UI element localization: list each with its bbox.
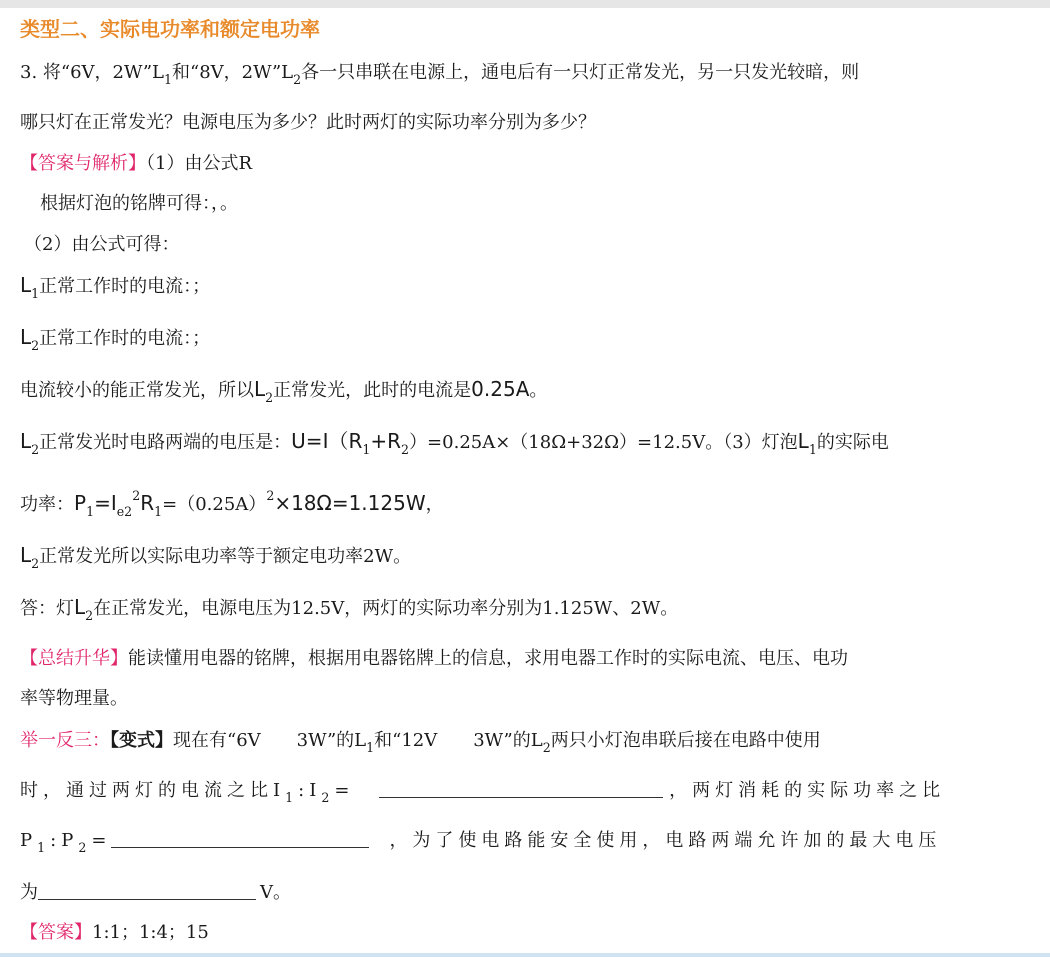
answer-tag: 【答案】 — [20, 922, 92, 943]
lamp-label: L — [20, 543, 32, 567]
power-line — [20, 490, 444, 518]
formula: = — [334, 780, 355, 801]
subscript: 2 — [542, 740, 551, 755]
line-text: 正常工作时的电流：； — [39, 328, 211, 349]
line-text: 为 — [20, 882, 38, 903]
l1-current-line — [20, 272, 210, 300]
line-text: 时，通过两灯的电流之比 — [20, 780, 273, 801]
formula: R — [140, 491, 155, 515]
line-text: 在正常发光，电源电压为12.5V，两灯的实际功率分别为1.125W、2W。 — [93, 598, 679, 619]
answer-tag: 【答案与解析】 — [20, 153, 146, 174]
variant-answer-line — [20, 920, 209, 946]
formula: P — [20, 830, 38, 851]
max-voltage-blank[interactable] — [38, 881, 256, 900]
formula: P — [74, 491, 87, 515]
voltage-line — [20, 428, 889, 456]
line-text: 。 — [529, 380, 548, 401]
subscript: 1 — [37, 840, 51, 855]
formula: =I — [94, 491, 117, 515]
summary-text: 能读懂用电器的铭牌，根据用电器铭牌上的信息，求用电器工作时的实际电流、电压、电功 — [128, 648, 848, 669]
step-text: （1）由公式R — [146, 153, 253, 174]
lamp-label: L — [20, 429, 32, 453]
subscript: e2 — [116, 504, 133, 519]
superscript: 2 — [132, 488, 141, 503]
line-text: V。 — [260, 882, 291, 903]
lamp-label: L — [254, 377, 266, 401]
l2-current-line — [20, 324, 210, 352]
line-text: =（0.25A） — [162, 494, 267, 515]
lamp-label: L — [74, 595, 86, 619]
power-ratio-blank[interactable] — [111, 829, 369, 848]
formula: +R — [370, 429, 402, 453]
problem-line-1 — [20, 60, 859, 86]
subscript: 2 — [265, 390, 274, 405]
formula: U=I（R — [291, 429, 363, 453]
subscript: 1 — [808, 442, 817, 457]
line-text: 正常工作时的电流：； — [39, 276, 211, 297]
formula: :I — [298, 780, 322, 801]
formula: = — [91, 830, 112, 851]
line-text: ，为了使电路能安全使用，电路两端允许加的最大电压 — [389, 830, 942, 851]
line-text: 答：灯 — [20, 598, 74, 619]
current-ratio-blank[interactable] — [379, 779, 663, 798]
variant-line-4 — [20, 880, 291, 906]
nameplate-line: 根据灯泡的铭牌可得：，。 — [40, 193, 238, 214]
subscript: 2 — [78, 840, 92, 855]
formula: I — [273, 780, 286, 801]
problem-text: 3. 将“6V，2W”L — [20, 62, 164, 83]
problem-text: 各一只串联在电源上，通电后有一只灯正常发光，另一只发光较暗，则 — [301, 62, 860, 83]
line-text: 电流较小的能正常发光，所以 — [20, 380, 254, 401]
variant-line-2 — [20, 778, 945, 804]
subscript: 1 — [164, 72, 173, 87]
line-text: 现在有“6V 3W”的L — [173, 730, 367, 751]
summary-line-1 — [20, 646, 848, 672]
variant-label: 【变式】 — [110, 730, 173, 751]
problem-text: 和“8V，2W”L — [172, 62, 294, 83]
subscript: 2 — [31, 338, 40, 353]
summary-tag: 【总结升华】 — [20, 648, 128, 669]
subscript: 2 — [31, 442, 40, 457]
line-text: 正常发光，此时的电流是 — [273, 380, 472, 401]
summary-line-2: 率等物理量。 — [20, 688, 128, 709]
bottom-strip — [0, 953, 1050, 957]
top-strip — [0, 0, 1050, 8]
subscript: 2 — [31, 556, 40, 571]
conclusion-line — [20, 376, 547, 404]
line-text: 正常发光时电路两端的电压是： — [39, 432, 292, 453]
current-value: 0.25A — [471, 377, 530, 401]
subscript: 2 — [401, 442, 410, 457]
subscript: 2 — [321, 790, 335, 805]
line-text: 和“12V 3W”的L — [374, 730, 543, 751]
line-text: 的实际电 — [816, 432, 889, 453]
problem-line-2: 哪只灯在正常发光？电源电压为多少？此时两灯的实际功率分别为多少？ — [20, 112, 596, 133]
subscript: 1 — [362, 442, 371, 457]
line-text: ，两灯消耗的实际功率之比 — [669, 780, 946, 801]
superscript: 2 — [266, 488, 275, 503]
answer-step-2: （2）由公式可得： — [24, 234, 180, 255]
lamp-label: L — [20, 273, 32, 297]
line-text: 两只小灯泡串联后接在电路中使用 — [550, 730, 821, 751]
answer-step-1 — [20, 151, 252, 177]
variant-line-1 — [20, 728, 821, 754]
subscript: 1 — [366, 740, 375, 755]
subscript: 1 — [285, 790, 299, 805]
lamp-label: L — [20, 325, 32, 349]
subscript: 1 — [31, 286, 40, 301]
variant-line-3 — [20, 828, 941, 854]
section-title: 类型二、实际电功率和额定电功率 — [20, 17, 320, 41]
lamp-label: L — [797, 429, 809, 453]
line-text: ）=0.25A×（18Ω+32Ω）=12.5V。（3）灯泡 — [409, 432, 798, 453]
formula: :P — [50, 830, 79, 851]
variant-tag: 举一反三： — [20, 730, 110, 751]
line-text: 正常发光所以实际电功率等于额定电功率2W。 — [39, 546, 412, 567]
subscript: 1 — [86, 504, 95, 519]
line-text: ， — [425, 494, 444, 515]
line-text: 功率： — [20, 494, 74, 515]
subscript: 1 — [154, 504, 163, 519]
formula: ×18Ω=1.125W — [274, 491, 426, 515]
subscript: 2 — [85, 608, 94, 623]
final-answer-line — [20, 594, 678, 622]
rated-power-line — [20, 542, 411, 570]
answer-text: 1:1；1:4；15 — [92, 922, 209, 943]
subscript: 2 — [293, 72, 302, 87]
